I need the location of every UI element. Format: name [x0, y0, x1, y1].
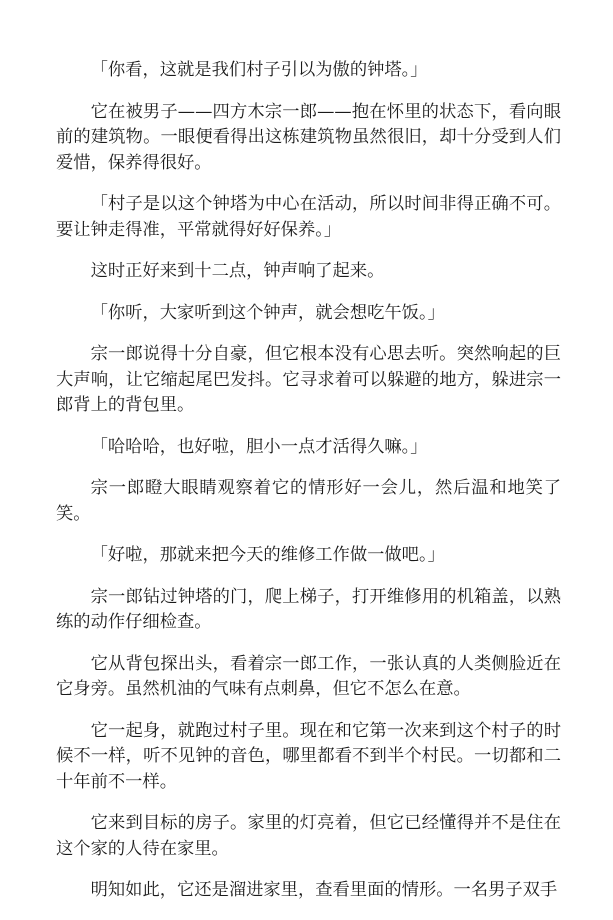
paragraph-14: 明知如此，它还是溜进家里，查看里面的情形。一名男子双手 — [90, 880, 558, 900]
paragraph-10: 宗一郎钻过钟塔的门，爬上梯子，打开维修用的机箱盖，以熟练的动作仔细检查。 — [56, 586, 561, 632]
paragraph-11: 它从背包探出头，看着宗一郎工作，一张认真的人类侧脸近在它身旁。虽然机油的气味有点刺鼻，但它不怎么在意。 — [56, 653, 561, 699]
paragraph-2: 它在被男子——四方木宗一郎——抱在怀里的状态下，看向眼前的建筑物。一眼便看得出这栋建筑物虽然很旧，却十分受到人们爱惜，保养得很好。 — [56, 101, 561, 173]
paragraph-5: 「你听，大家听到这个钟声，就会想吃午饭。」 — [90, 302, 445, 323]
paragraph-6: 宗一郎说得十分自豪，但它根本没有心思去听。突然响起的巨大声响，让它缩起尾巴发抖。它寻求着可以躲避的地方，躲进宗一郎背上的背包里。 — [56, 344, 561, 415]
paragraph-1: 「你看，这就是我们村子引以为傲的钟塔。」 — [90, 60, 428, 80]
paragraph-7: 「哈哈哈，也好啦，胆小一点才活得久嘛。」 — [90, 436, 428, 457]
paragraph-13: 它来到目标的房子。家里的灯亮着，但它已经懂得并不是住在这个家的人待在家里。 — [56, 813, 561, 859]
paragraph-12: 它一起身，就跑过村子里。现在和它第一次来到这个村子的时候不一样，听不见钟的音色，哪里都看不到半个村民。一切都和二十年前不一样。 — [56, 720, 561, 792]
paragraph-8: 宗一郎瞪大眼睛观察着它的情形好一会儿，然后温和地笑了笑。 — [56, 478, 561, 524]
paragraph-9: 「好啦，那就来把今天的维修工作做一做吧。」 — [90, 545, 445, 565]
document-page — [56, 58, 561, 920]
paragraph-4: 这时正好来到十二点，钟声响了起来。 — [90, 261, 385, 281]
paragraph-3: 「村子是以这个钟塔为中心在活动，所以时间非得正确不可。要让钟走得准，平常就得好好保养。」 — [56, 194, 561, 240]
